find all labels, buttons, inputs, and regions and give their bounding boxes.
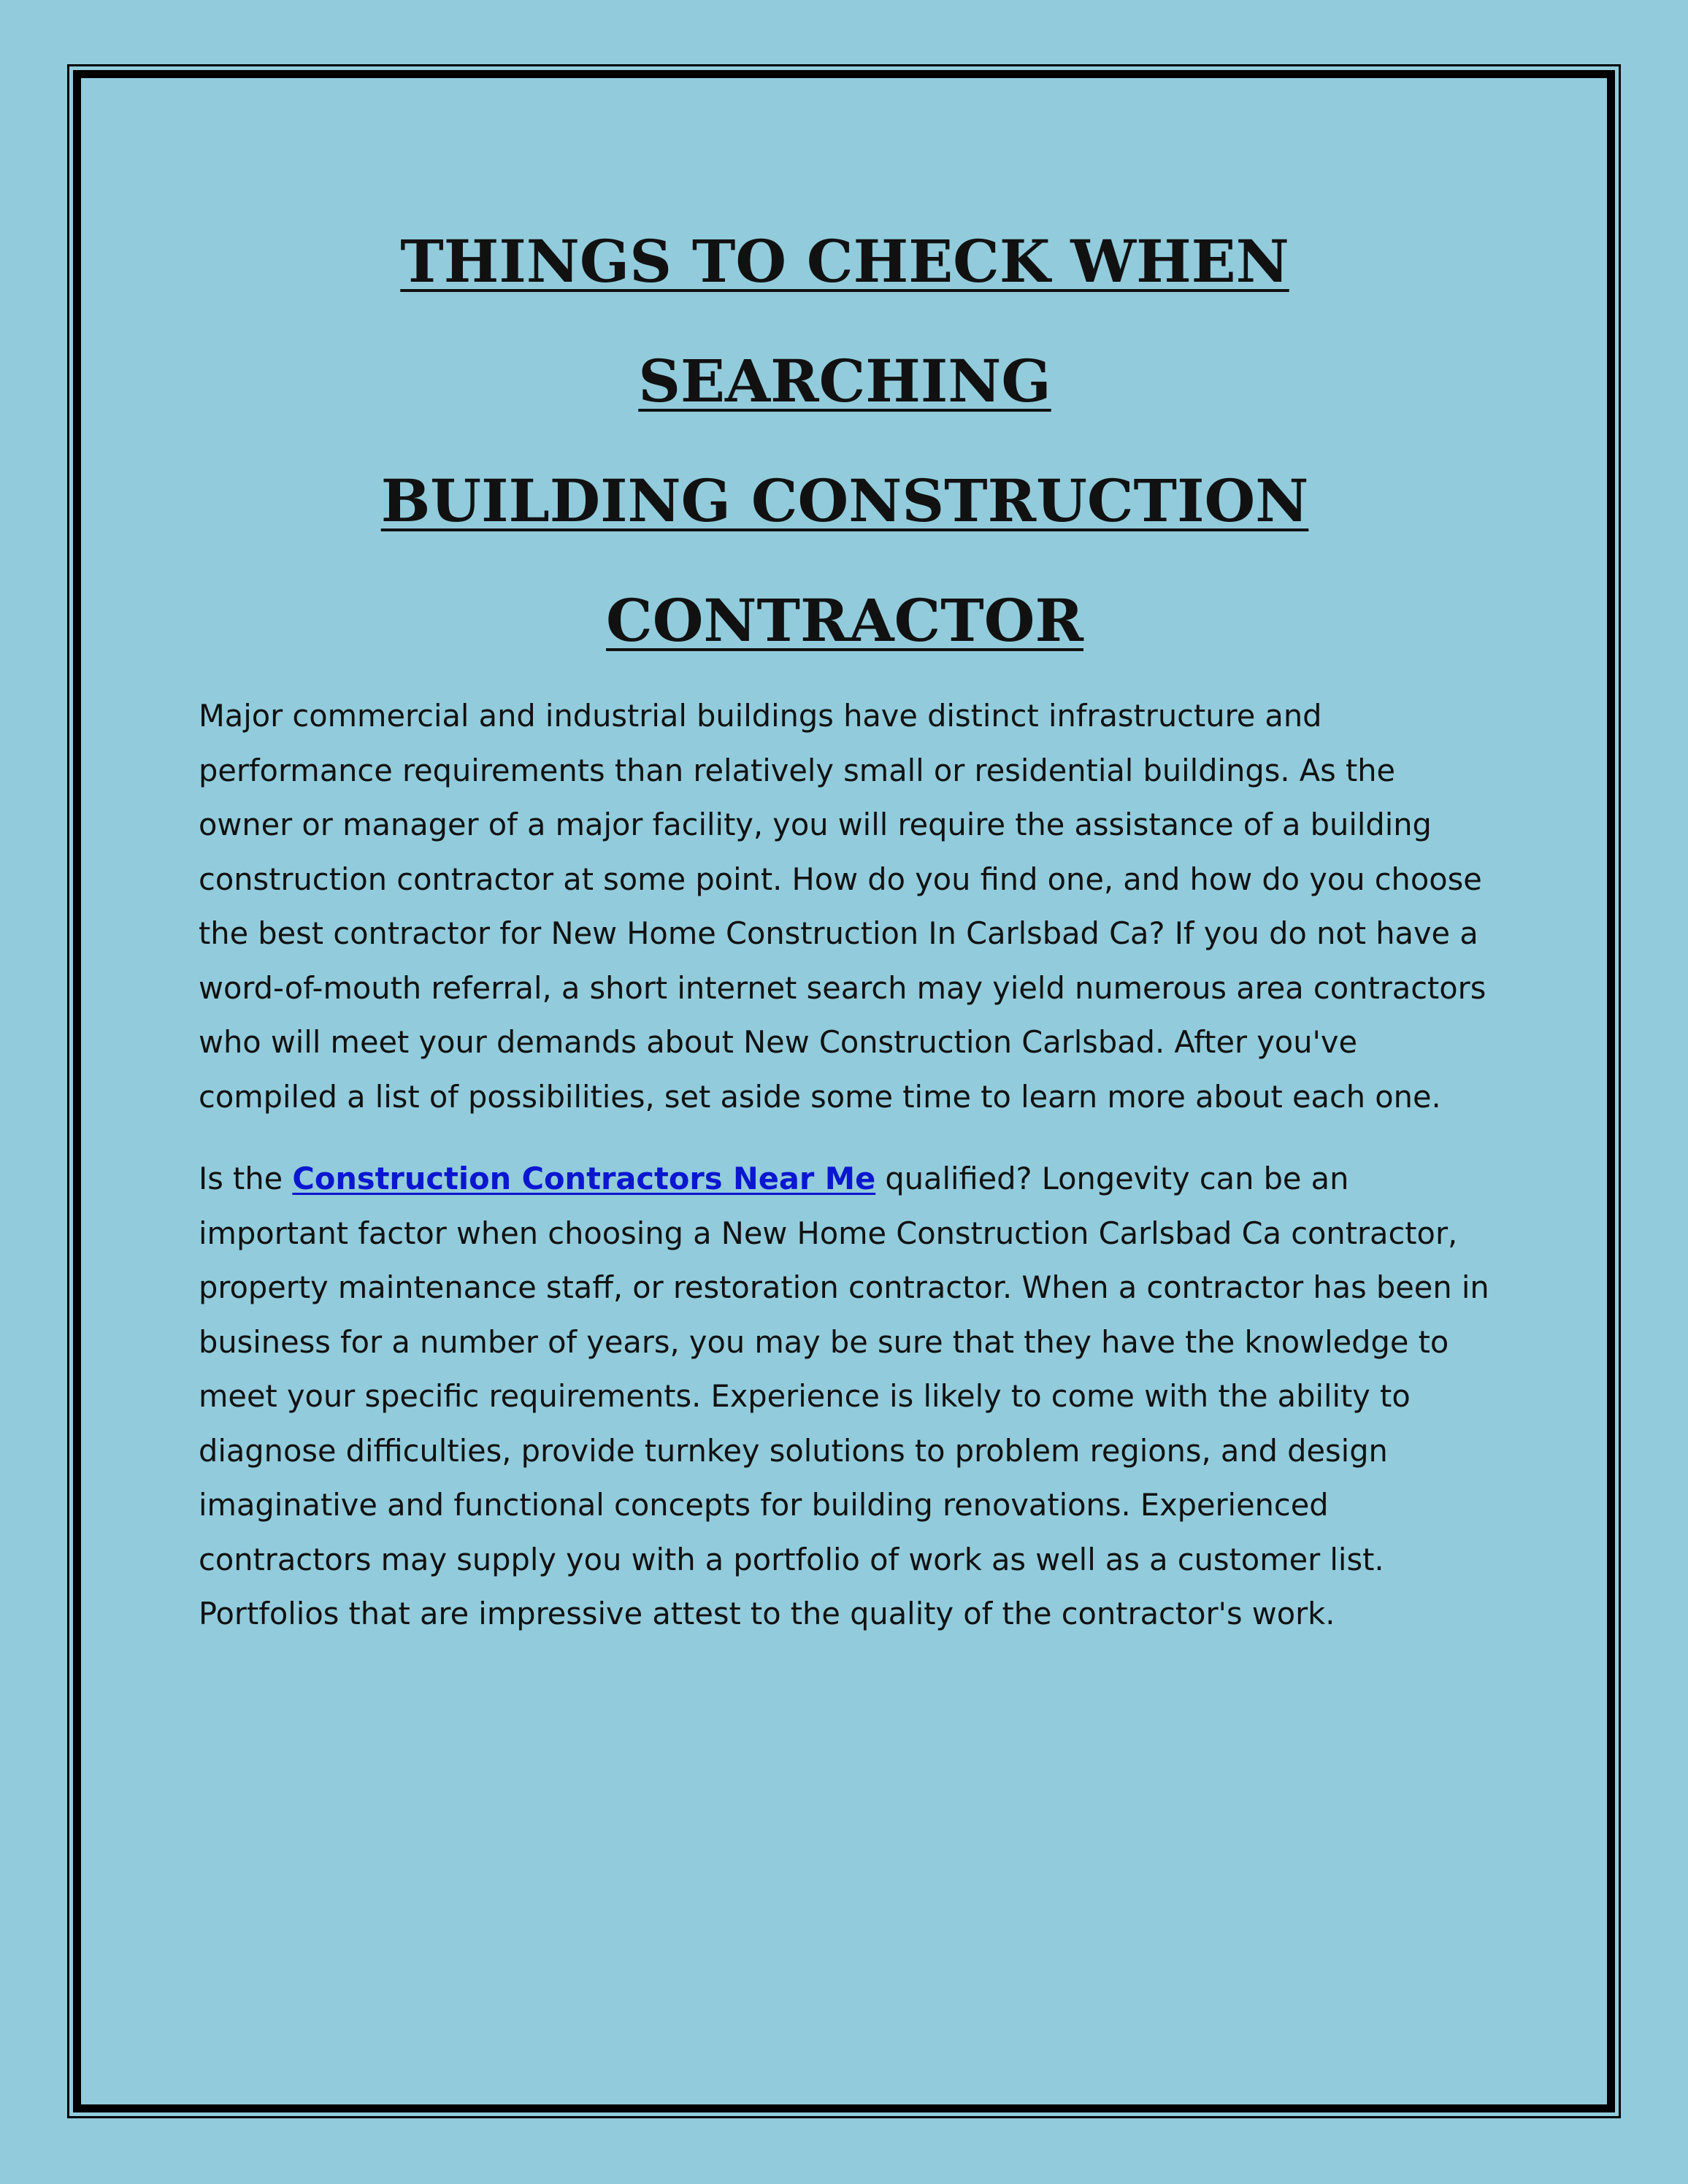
paragraph-rest: qualified? Longevity can be an important factor when choosing a New Home Construction Carlsbad Ca contractor, property maintenance staff, or restoration contractor. When a contractor has been in business for a number of years, you may be sure that they have the knowledge to meet your specific requirements. Experience is likely to come with the ability to diagnose difficulties, provide turnkey solutions to problem regions, and design imaginative and functional concepts for building renovations. Experienced contractors may supply you with a portfolio of work as well as a customer list. Portfolios that are impressive attest to the quality of the contractor's work. — [199, 1161, 1489, 1631]
paragraph-prefix: Is the — [199, 1161, 293, 1196]
document-title: THINGS TO CHECK WHEN SEARCHING BUILDING CONSTRUCTION CONTRACTOR — [380, 227, 1309, 655]
paragraph-intro: Major commercial and industrial buildings have distinct infrastructure and performance requirements than relatively small or residential buildings. As the owner or manager of a major facility, you will require the assistance of a building construction contractor at some point. How do you find one, and how do you choose the best contractor for New Home Construction In Carlsbad Ca? If you do not have a word-of-mouth referral, a short internet search may yield numerous area contractors who will meet your demands about New Construction Carlsbad. After you've compiled a list of possibilities, set aside some time to learn more about each one. — [199, 698, 1486, 1115]
construction-contractors-link[interactable]: Construction Contractors Near Me — [292, 1161, 876, 1196]
paragraph-qualifications — [199, 1152, 1491, 1642]
document-body — [199, 201, 1491, 1642]
